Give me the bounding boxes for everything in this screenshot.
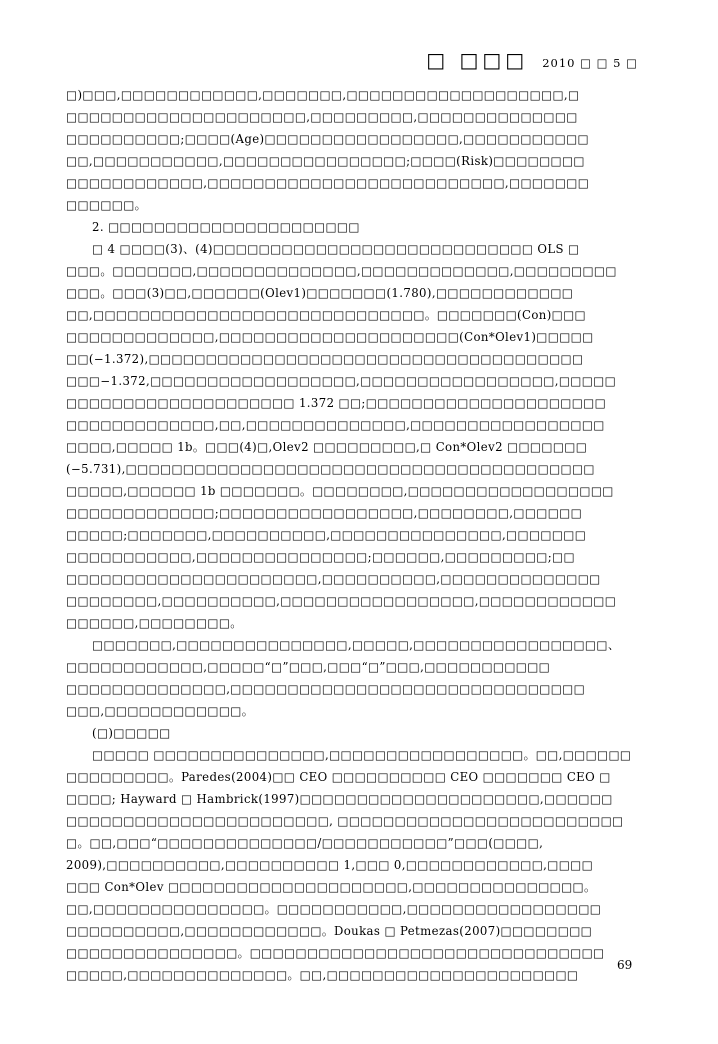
text-line: □□,□□□□□□□□□□□,□□□□□□□□□□□□□□□□;□□□□(Risk)□□□□□□□□ [66, 154, 585, 168]
text-line: □□□□□□□□□□□□,□□□□□□□□□□□□□□□□□□□□□□□□□□,□□□□□□□ [66, 176, 590, 190]
text-line: □□□。□□□□□□□,□□□□□□□□□□□□□□,□□□□□□□□□□□□□,□□□□□□□□□ [66, 264, 617, 278]
text-line: □□□□□□□□□□,□□□□□□□□□□□□。Doukas □ Petmezas(2007)□□□□□□□□ [66, 924, 593, 938]
text-line: □□□□□□,□□□□□□□□。 [66, 616, 243, 630]
text-line: □)□□□,□□□□□□□□□□□□,□□□□□□□,□□□□□□□□□□□□□□□□□□□,□ [66, 88, 580, 102]
text-line: (□)□□□□□ [92, 726, 171, 740]
text-line: □□□□□□□□□□□□□□□□□□□□□,□□□□□□□□□,□□□□□□□□□□□□□□ [66, 110, 578, 124]
issue-label: 2010 □ □ 5 □ [542, 56, 638, 70]
text-line: (−5.731),□□□□□□□□□□□□□□□□□□□□□□□□□□□□□□□□□□□□□□□□□ [66, 462, 595, 476]
text-line: □ 4 □□□□(3)、(4)□□□□□□□□□□□□□□□□□□□□□□□□□□□□ OLS □ [92, 242, 580, 256]
text-line: □□□□□□□□□。Paredes(2004)□□ CEO □□□□□□□□□□ CEO □□□□□□□ CEO □ [66, 770, 611, 784]
text-line: □□□−1.372,□□□□□□□□□□□□□□□□□□,□□□□□□□□□□□□□□□□□,□□□□□ [66, 374, 617, 388]
text-line: □□(−1.372),□□□□□□□□□□□□□□□□□□□□□□□□□□□□□□□□□□□□□□ [66, 352, 584, 366]
text-line: □□□□□□□□□□□,□□□□□□□□□□□□□□□;□□□□□□,□□□□□□□□□;□□ [66, 550, 575, 564]
text-line: □□□□□,□□□□□□□□□□□□□□。□□,□□□□□□□□□□□□□□□□□□□□□□ [66, 968, 579, 982]
text-line: □□□ Con*Olev □□□□□□□□□□□□□□□□□□□□□,□□□□□□□□□□□□□□□。 [66, 880, 597, 894]
text-line: □□□□; Hayward □ Hambrick(1997)□□□□□□□□□□□□□□□□□□□□□,□□□□□□ [66, 792, 613, 806]
body-text [66, 84, 656, 986]
text-line: □。□□,□□□“□□□□□□□□□□□□□□/□□□□□□□□□□□”□□□(□□□□, [66, 836, 544, 850]
text-line: □□□□□;□□□□□□□,□□□□□□□□□□,□□□□□□□□□□□□□□□,□□□□□□□ [66, 528, 587, 542]
text-line: □□□□□□□□□□□□□,□□,□□□□□□□□□□□□□□,□□□□□□□□□□□□□□□□□ [66, 418, 605, 432]
text-line: □□□,□□□□□□□□□□□□。 [66, 704, 254, 718]
text-line: □□□□,□□□□□ 1b。□□□(4)□,Olev2 □□□□□□□□□,□ Con*Olev2 □□□□□□□ [66, 440, 588, 454]
text-line: □□□□□,□□□□□□ 1b □□□□□□□。□□□□□□□□,□□□□□□□□□□□□□□□□□□ [66, 484, 614, 498]
running-header [426, 48, 638, 72]
text-line: □□□□□□□□□□□□□;□□□□□□□□□□□□□□□□□,□□□□□□□□,□□□□□□ [66, 506, 583, 520]
text-line: □□□□□□。 [66, 198, 147, 212]
text-line: □□□□□ □□□□□□□□□□□□□□□,□□□□□□□□□□□□□□□□□。□□,□□□□□□ [92, 748, 632, 762]
text-line: □□,□□□□□□□□□□□□□□□。□□□□□□□□□□□,□□□□□□□□□□□□□□□□□ [66, 902, 602, 916]
page-number: 69 [617, 958, 633, 972]
text-line: □□,□□□□□□□□□□□□□□□□□□□□□□□□□□□□□。□□□□□□□(Con)□□□ [66, 308, 586, 322]
text-line: □□□□□□□□□□□□□,□□□□□□□□□□□□□□□□□□□□□(Con*Olev1)□□□□□ [66, 330, 594, 344]
text-line: □□□□□□□□□□□□,□□□□□“□”□□□,□□□“□”□□□,□□□□□□□□□□□ [66, 660, 551, 674]
text-line: □□□□□□□□□□□□□□,□□□□□□□□□□□□□□□□□□□□□□□□□□□□□□□ [66, 682, 586, 696]
text-line: 2009),□□□□□□□□□□,□□□□□□□□□□ 1,□□□ 0,□□□□□□□□□□□□,□□□□ [66, 858, 594, 872]
text-line: □□□□□□□□□□□□□□□□□□□□□□□, □□□□□□□□□□□□□□□□□□□□□□□□□ [66, 814, 624, 828]
text-line: □□□□□□□□□□□□□□□□□□□□ 1.372 □□;□□□□□□□□□□□□□□□□□□□□□ [66, 396, 607, 410]
text-line: □□□□□□□□,□□□□□□□□□□,□□□□□□□□□□□□□□□□□,□□□□□□□□□□□□ [66, 594, 617, 608]
text-line: □□□□□□□□□□□□□□□□□□□□□□,□□□□□□□□□□,□□□□□□□□□□□□□□ [66, 572, 601, 586]
text-line: □□□□□□□,□□□□□□□□□□□□□□□,□□□□□,□□□□□□□□□□□□□□□□□、 [92, 638, 620, 652]
journal-name: □ □□□ [426, 48, 529, 72]
text-line: □□□□□□□□□□;□□□□(Age)□□□□□□□□□□□□□□□□□,□□□□□□□□□□□ [66, 132, 590, 146]
text-line: □□□。□□□(3)□□,□□□□□□(Olev1)□□□□□□□(1.780),□□□□□□□□□□□□ [66, 286, 574, 300]
text-line: □□□□□□□□□□□□□□□。□□□□□□□□□□□□□□□□□□□□□□□□□□□□□□□ [66, 946, 605, 960]
text-line: 2. □□□□□□□□□□□□□□□□□□□□□□ [92, 220, 360, 234]
